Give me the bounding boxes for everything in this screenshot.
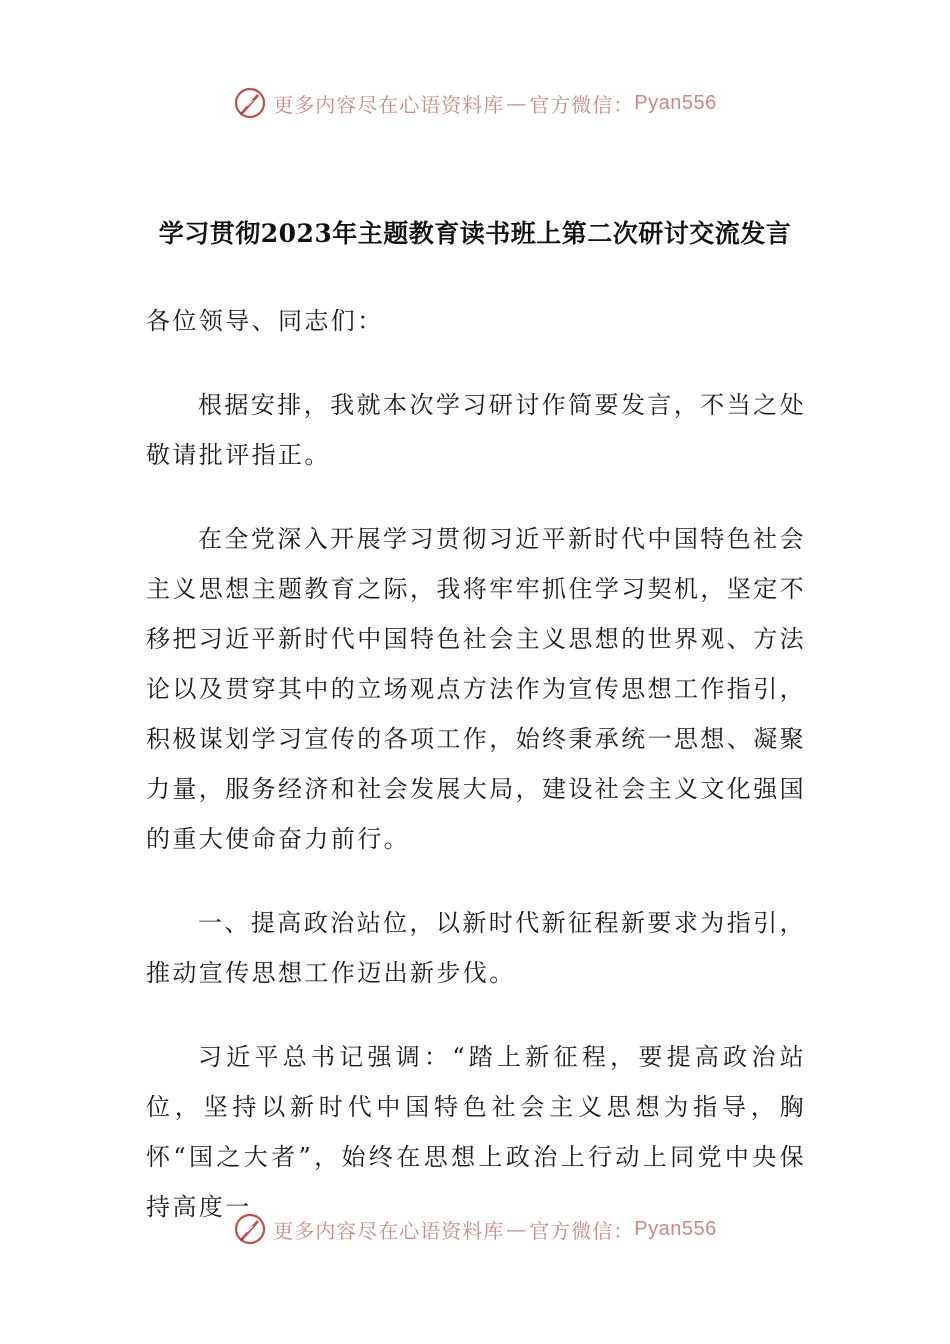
paragraph-2: 在全党深入开展学习贯彻习近平新时代中国特色社会主义思想主题教育之际，我将牢牢抓住学习契机，坚定不移把习近平新时代中国特色社会主义思想的世界观、方法论以及贯穿其中的立场观点方法作为宣传思想工作指引，积极谋划学习宣传的各项工作，始终秉承统一思想、凝聚力量，服务经济和社会发展大局，建设社会主义文化强国的重大使命奋力前行。	[146, 525, 806, 853]
header-watermark	[0, 86, 950, 120]
watermark-label: 官方微信：	[529, 1218, 635, 1243]
watermark-label: 官方微信：	[529, 92, 635, 117]
document-title: 学习贯彻2023年主题教育读书班上第二次研讨交流发言	[158, 219, 792, 248]
document-body	[146, 296, 806, 1266]
watermark-separator: —	[506, 1217, 528, 1241]
section-heading-1: 一、提高政治站位，以新时代新征程新要求为指引，推动宣传思想工作迈出新步伐。	[146, 909, 806, 987]
paragraph-1: 根据安排，我就本次学习研讨作简要发言，不当之处敬请批评指正。	[146, 391, 806, 469]
paragraph-3: 习近平总书记强调：“踏上新征程，要提高政治站位，坚持以新时代中国特色社会主义思想为指导，胸怀“国之大者”，始终在思想上政治上行动上同党中央保持高度一	[146, 1043, 806, 1221]
watermark-wechat-id: Pyan556	[634, 91, 717, 114]
watermark-separator: —	[506, 91, 528, 115]
quill-logo-icon	[233, 86, 267, 120]
watermark-wechat-id: Pyan556	[634, 1217, 717, 1240]
quill-logo-icon	[233, 1212, 267, 1246]
salutation: 各位领导、同志们：	[146, 307, 384, 335]
watermark-text: 更多内容尽在心语资料库	[273, 1218, 505, 1243]
footer-watermark	[0, 1212, 950, 1246]
watermark-text: 更多内容尽在心语资料库	[273, 92, 505, 117]
